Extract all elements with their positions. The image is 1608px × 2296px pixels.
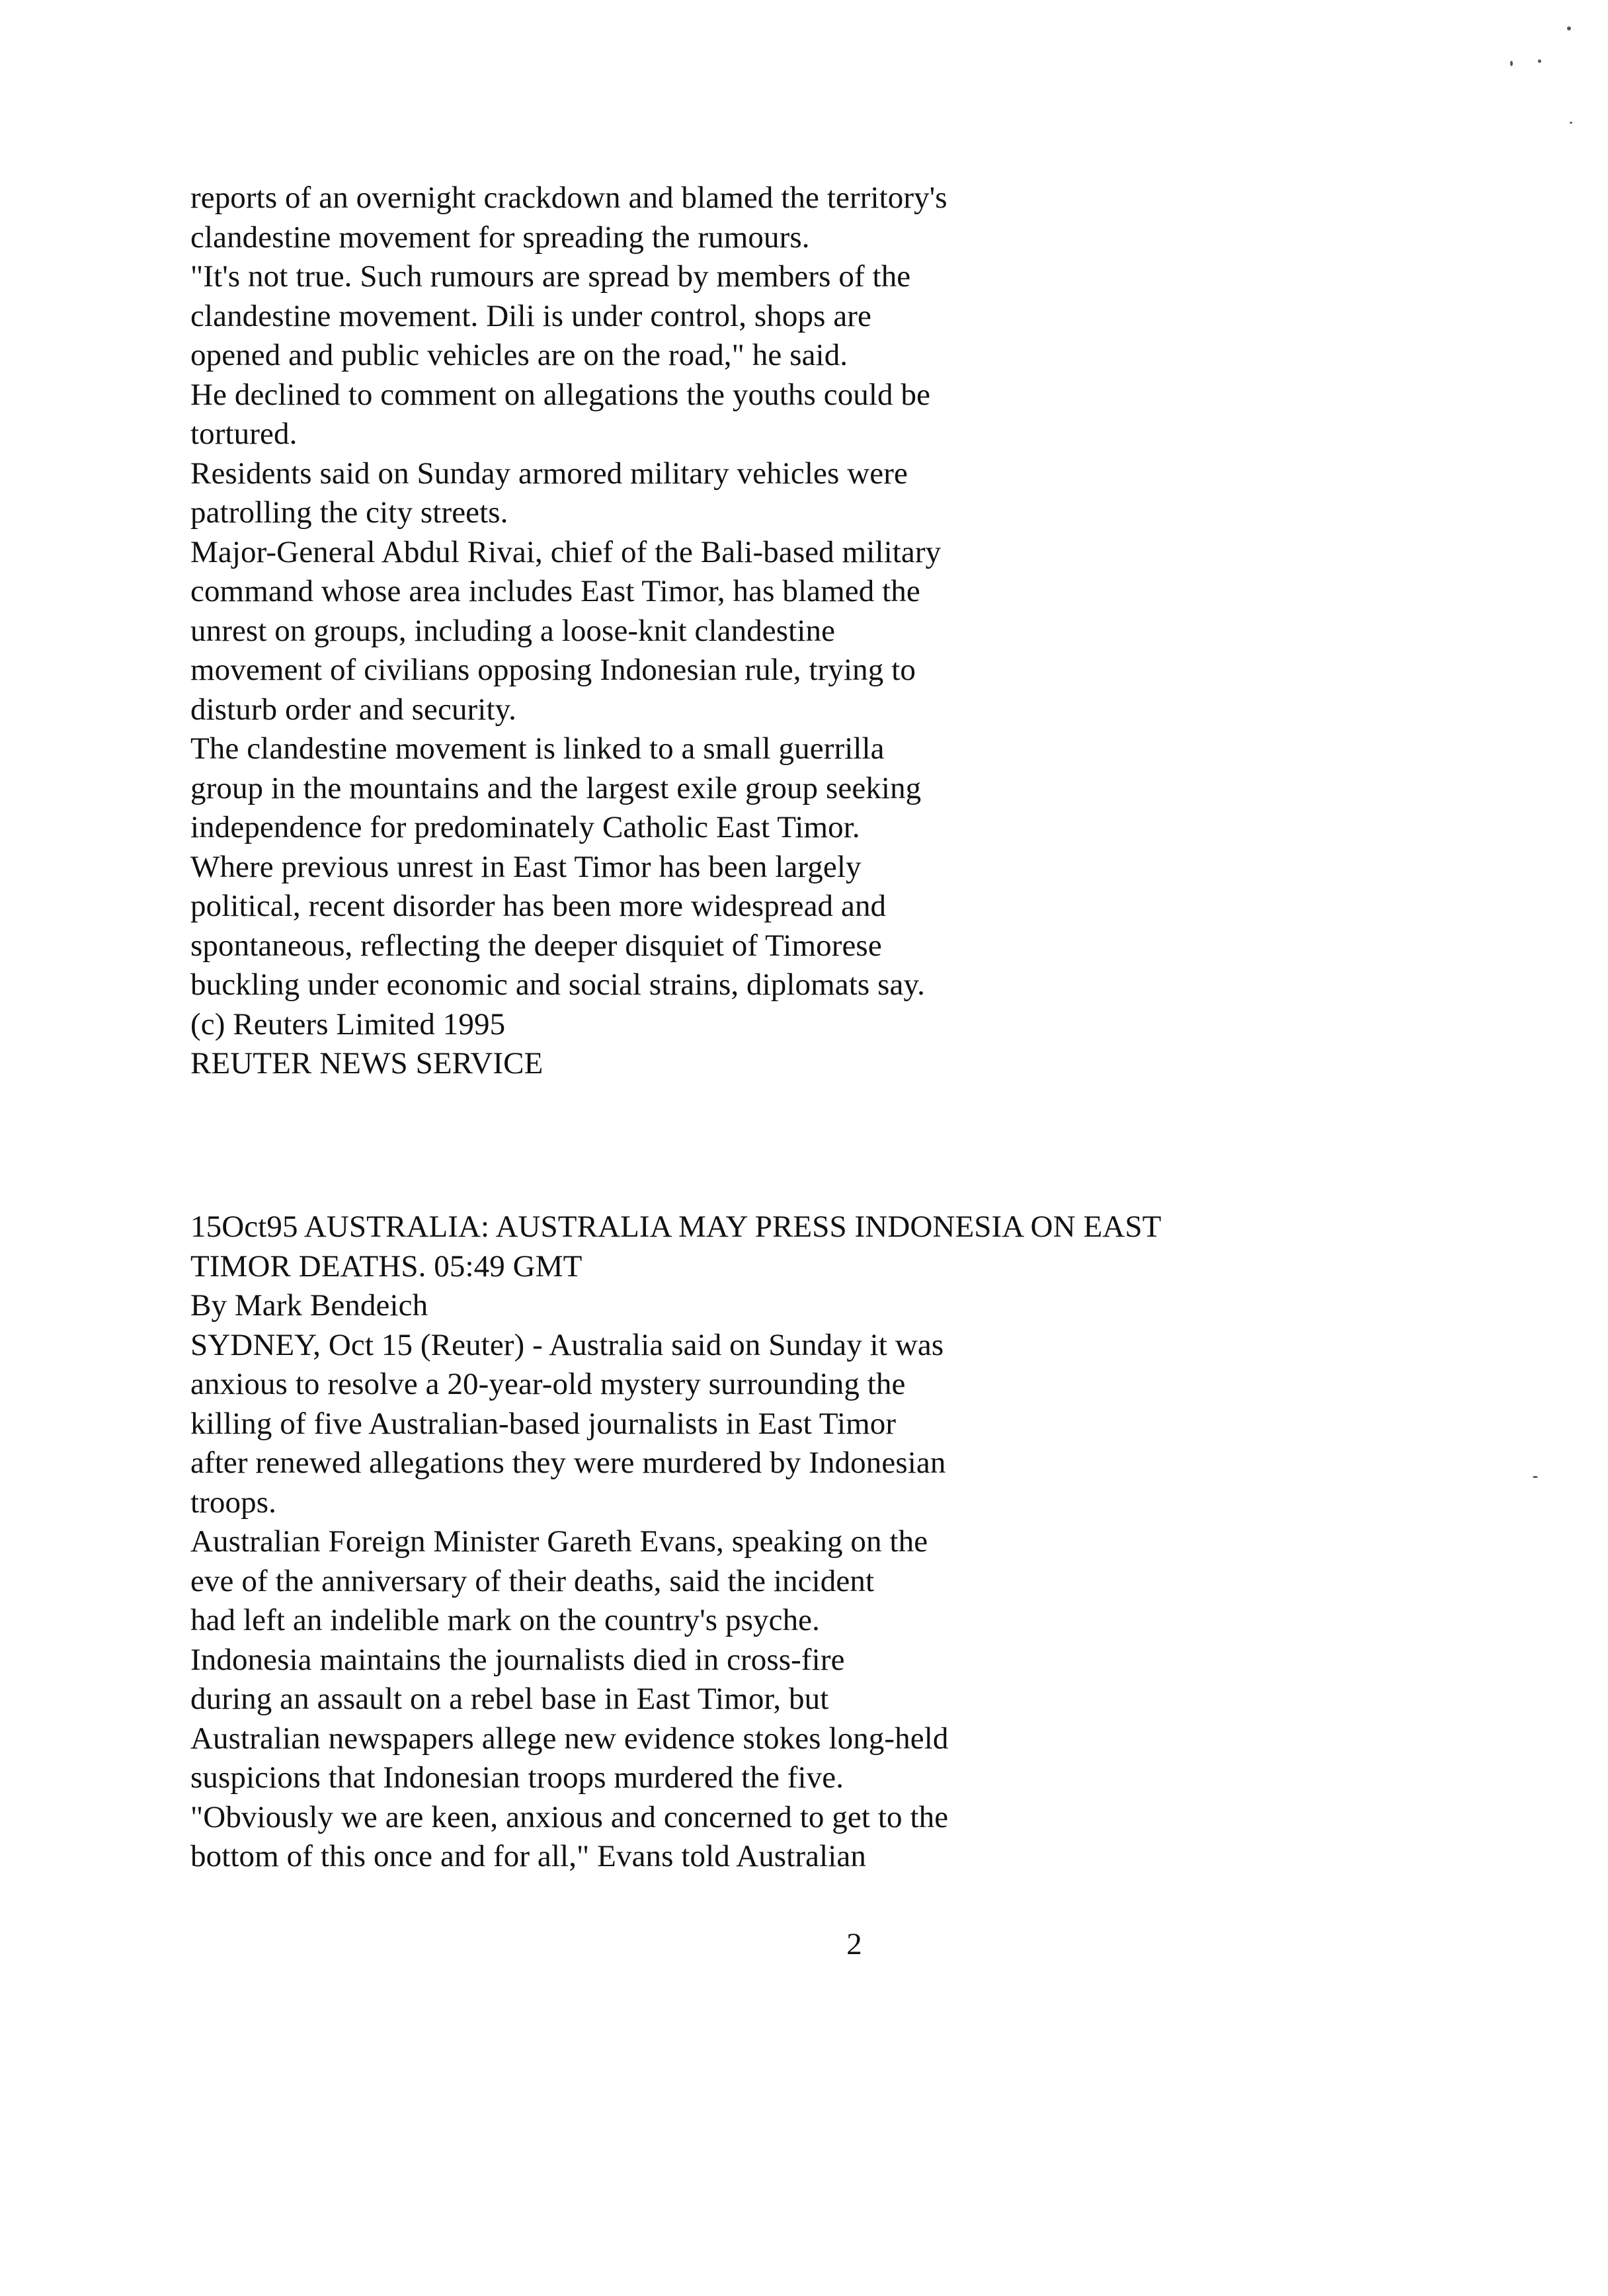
text-line: "It's not true. Such rumours are spread by members of the [190,259,911,294]
text-line: command whose area includes East Timor, has blamed the [190,574,920,608]
text-line: Major-General Abdul Rivai, chief of the Bali-based military [190,534,942,569]
text-line: suspicions that Indonesian troops murdered the five. [190,1760,844,1795]
copyright-line: (c) Reuters Limited 1995 [190,1006,506,1042]
text-line: during an assault on a rebel base in East Timor, but [190,1682,829,1716]
scan-speck [1510,61,1513,66]
text-line: patrolling the city streets. [190,495,508,530]
text-line: group in the mountains and the largest exile group seeking [190,770,922,805]
text-line: political, recent disorder has been more widespread and [190,889,887,923]
text-line: eve of the anniversary of their deaths, said the incident [190,1563,875,1598]
scan-speck [1567,26,1571,30]
text-line: He declined to comment on allegations the youths could be [190,377,931,412]
text-line: movement of civilians opposing Indonesian rule, trying to [190,653,916,687]
text-line: Residents said on Sunday armored military vehicles were [190,456,908,491]
headline-line: TIMOR DEATHS. 05:49 GMT [190,1249,583,1284]
text-line: The clandestine movement is linked to a small guerrilla [190,731,885,766]
text-line: had left an indelible mark on the country's psyche. [190,1603,820,1637]
scan-speck [1570,122,1572,124]
text-line: Australian Foreign Minister Gareth Evans, speaking on the [190,1524,928,1559]
text-line: after renewed allegations they were murdered by Indonesian [190,1446,946,1480]
text-line: "Obviously we are keen, anxious and concerned to get to the [190,1799,949,1834]
text-line: Indonesia maintains the journalists died in cross-fire [190,1642,845,1677]
second-story [190,1208,1486,1877]
scan-speck [1533,1476,1538,1478]
text-line: opened and public vehicles are on the road," he said. [190,338,848,372]
text-line: troops. [190,1485,276,1520]
story-continuation [190,179,1486,1084]
headline-line: 15Oct95 AUSTRALIA: AUSTRALIA MAY PRESS INDONESIA ON EAST [190,1210,1162,1244]
text-line: bottom of this once and for all," Evans told Australian [190,1839,866,1873]
text-line: disturb order and security. [190,692,517,727]
scan-speck [1538,60,1541,63]
text-line: reports of an overnight crackdown and blamed the territory's [190,181,947,215]
text-line: buckling under economic and social strains, diplomats say. [190,967,925,1002]
text-line: Australian newspapers allege new evidence stokes long-held [190,1721,949,1756]
text-line: anxious to resolve a 20-year-old mystery surrounding the [190,1367,906,1401]
service-line: REUTER NEWS SERVICE [190,1046,543,1081]
text-line: Where previous unrest in East Timor has been largely [190,849,862,884]
text-line: clandestine movement. Dili is under control, shops are [190,298,872,333]
text-line: clandestine movement for spreading the rumours. [190,220,810,255]
text-line: independence for predominately Catholic East Timor. [190,810,860,844]
text-line: SYDNEY, Oct 15 (Reuter) - Australia said on Sunday it was [190,1327,944,1362]
text-line: killing of five Australian-based journalists in East Timor [190,1406,897,1441]
page-number: 2 [846,1927,862,1961]
text-line: unrest on groups, including a loose-knit clandestine [190,613,836,648]
byline: By Mark Bendeich [190,1288,428,1323]
text-line: tortured. [190,417,298,451]
text-line: spontaneous, reflecting the deeper disquiet of Timorese [190,928,882,963]
